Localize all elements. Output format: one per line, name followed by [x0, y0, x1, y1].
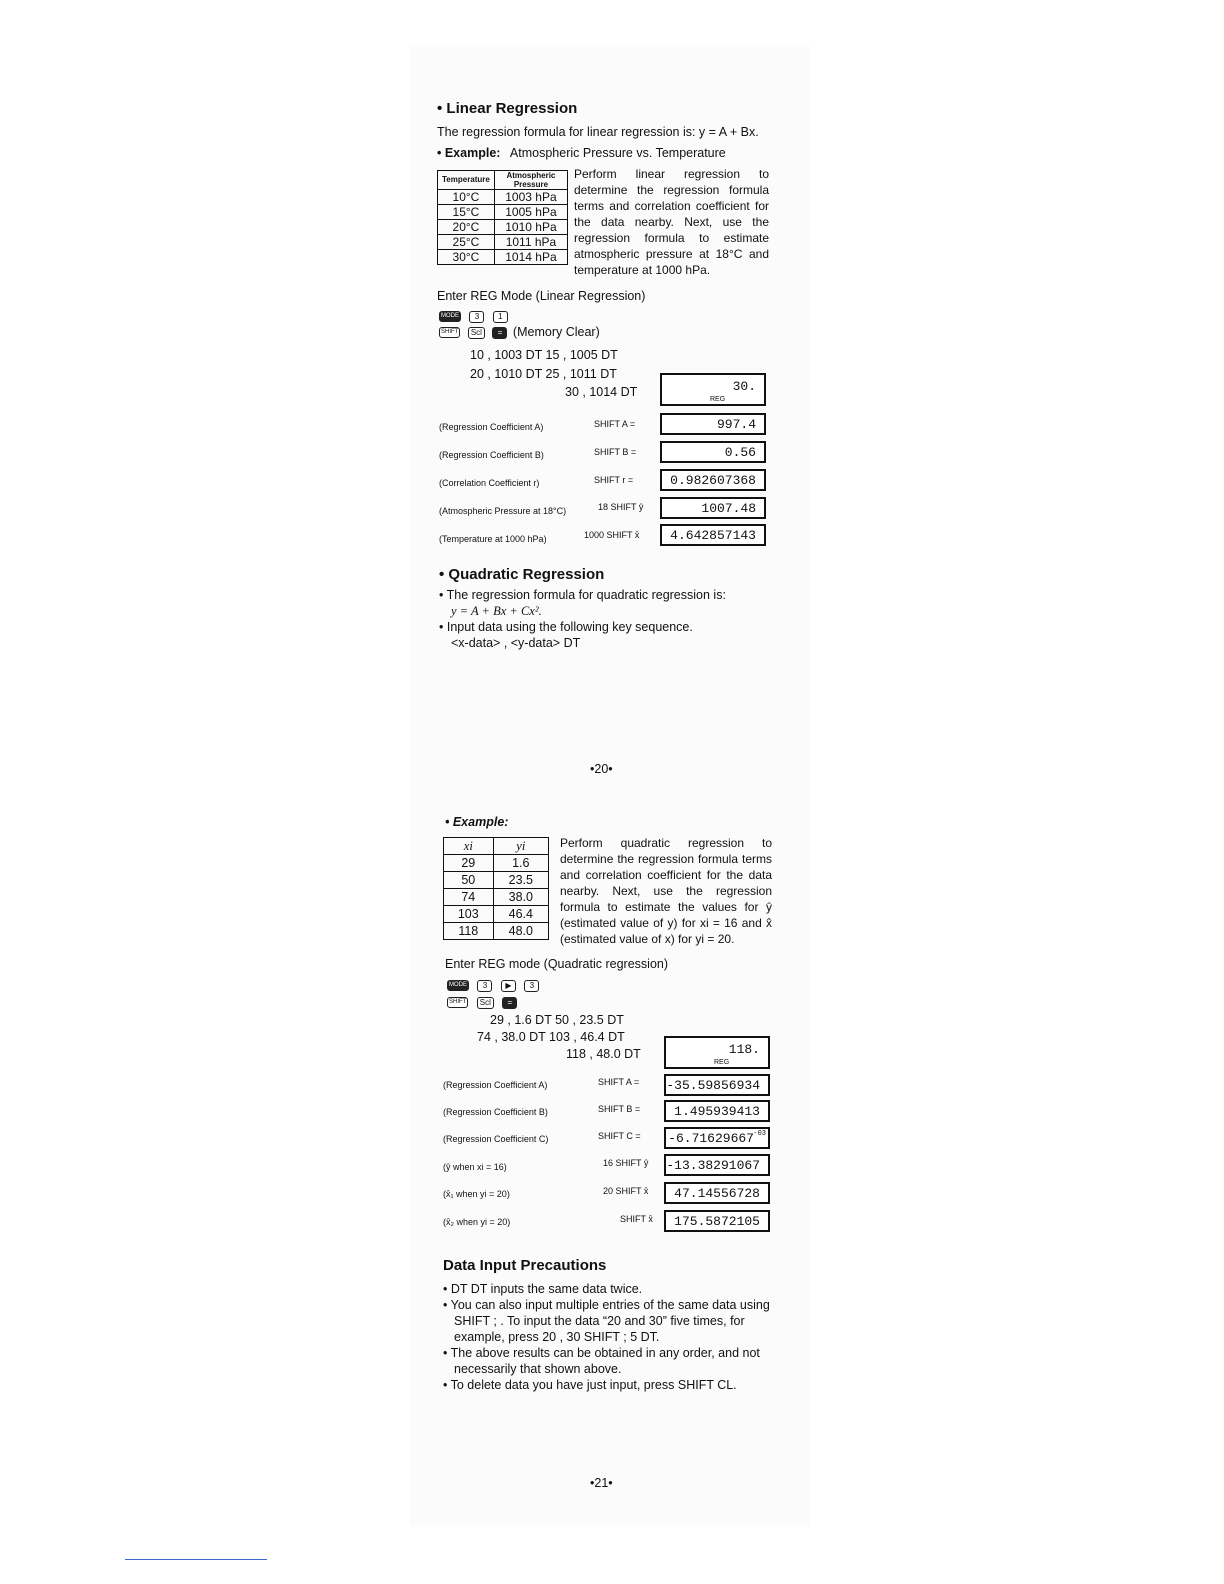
result-display: [664, 1182, 770, 1204]
input-display: [660, 373, 766, 406]
result-keys: SHIFT x̂: [620, 1214, 653, 1224]
display-value: 30.: [732, 379, 756, 394]
result-keys: SHIFT A =: [598, 1077, 640, 1087]
result-value: -6.71629667: [668, 1131, 754, 1146]
table-cell: 74: [444, 889, 494, 906]
result-value: -13.38291067: [666, 1158, 760, 1173]
key-3: 3: [469, 311, 484, 323]
result-keys: 1000 SHIFT x̂: [584, 530, 640, 540]
table-cell: 50: [444, 872, 494, 889]
scl-key: Scl: [468, 327, 485, 339]
result-keys: SHIFT B =: [598, 1104, 641, 1114]
result-label: (Atmospheric Pressure at 18°C): [439, 506, 567, 516]
underline-link-artifact: [125, 1559, 267, 1560]
quadratic-description: Perform quadratic regression to determine the regression formula terms and correlation coefficient for the data nearby. Next, use the regression formula to estimate the values for ŷ (estimated value of y) for xi = 16 and x̂ (estimated value of x) for yi = 20.: [560, 836, 772, 946]
reg-indicator: REG: [710, 396, 726, 403]
table-row: [444, 872, 549, 889]
display-value: 118.: [728, 1042, 760, 1057]
result-display: [664, 1127, 770, 1149]
result-label: (Regression Coefficient A): [439, 422, 544, 432]
example-title: Atmospheric Pressure vs. Temperature: [509, 146, 726, 160]
table-cell: 25°C: [438, 235, 495, 250]
equals-key: =: [502, 997, 517, 1009]
result-label: (Regression Coefficient C): [443, 1134, 549, 1144]
result-label: (Regression Coefficient B): [443, 1107, 548, 1117]
result-value: -35.59856934: [666, 1078, 760, 1093]
right-arrow-key: ▶: [501, 980, 516, 992]
mode-key: MODE: [439, 311, 461, 322]
page-number-20: •20•: [590, 762, 613, 776]
linear-formula-line: The regression formula for linear regression is: y = A + Bx.: [437, 125, 759, 139]
result-display: [660, 441, 766, 463]
example-label-2: • Example:: [445, 815, 509, 829]
result-label: (Temperature at 1000 hPa): [439, 534, 547, 544]
table-header: Atmospheric Pressure: [494, 171, 567, 190]
result-display: [660, 497, 766, 519]
linear-regression-heading: • Linear Regression: [437, 100, 578, 117]
table-cell: 118: [444, 923, 494, 940]
result-display: [664, 1100, 770, 1122]
result-label: (ŷ when xi = 16): [443, 1162, 507, 1172]
clear-key-sequence-2: [445, 994, 519, 1012]
table-cell: 46.4: [493, 906, 548, 923]
list-item: • You can also input multiple entries of the same data using SHIFT ; . To input the data “20 and 30” five times, for example, press 20 , 30 SHIFT ; 5 DT.: [443, 1298, 770, 1344]
result-label: (Regression Coefficient B): [439, 450, 544, 460]
list-item: • The above results can be obtained in any order, and not necessarily that shown above.: [443, 1346, 760, 1376]
result-value: 47.14556728: [674, 1186, 760, 1201]
enter-reg-mode-quadratic: Enter REG mode (Quadratic regression): [445, 957, 669, 971]
result-value: 0.982607368: [670, 473, 756, 488]
result-display: [660, 469, 766, 491]
key-3: 3: [477, 980, 492, 992]
table-cell: 1010 hPa: [494, 220, 567, 235]
result-value: 0.56: [724, 445, 756, 460]
table-row: [438, 250, 568, 265]
equals-key: =: [492, 327, 507, 339]
input-line-2: 20 , 1010 DT 25 , 1011 DT: [470, 367, 617, 381]
table-header-row: [438, 171, 568, 190]
data-input-precautions-heading: Data Input Precautions: [443, 1257, 607, 1274]
table-header-row: [444, 838, 549, 855]
enter-reg-mode-linear: Enter REG Mode (Linear Regression): [437, 289, 646, 303]
table-row: [444, 906, 549, 923]
table-cell: 1005 hPa: [494, 205, 567, 220]
result-keys: 16 SHIFT ŷ: [603, 1158, 649, 1168]
table-cell: 1003 hPa: [494, 190, 567, 205]
table-header: xi: [444, 838, 494, 855]
result-exponent: -03: [753, 1130, 766, 1138]
table-row: [438, 220, 568, 235]
table-row: [438, 235, 568, 250]
example-label: • Example:: [437, 146, 501, 160]
result-keys: SHIFT B =: [594, 447, 637, 457]
quadratic-key-sequence: <x-data> , <y-data> DT: [451, 636, 581, 650]
table-cell: 1.6: [493, 855, 548, 872]
table-cell: 15°C: [438, 205, 495, 220]
shift-key: SHIFT: [439, 327, 460, 338]
quadratic-data-table: [443, 837, 549, 940]
memory-clear-label: (Memory Clear): [512, 325, 600, 339]
table-cell: 1014 hPa: [494, 250, 567, 265]
memory-clear-line: [437, 324, 600, 340]
result-keys: 20 SHIFT x̂: [603, 1186, 649, 1196]
result-display: [660, 524, 766, 546]
result-display: [660, 413, 766, 435]
table-cell: 10°C: [438, 190, 495, 205]
table-row: [438, 190, 568, 205]
input-line-3: 30 , 1014 DT: [565, 385, 638, 399]
reg-indicator: REG: [714, 1059, 730, 1066]
linear-description: Perform linear regression to determine the regression formula terms and correlation coefficient for the data nearby. Next, use the regression formula to estimate atmospheric pressure at 18°C and temperature at 1000 hPa.: [574, 167, 769, 277]
result-display: [664, 1154, 770, 1176]
table-row: [444, 855, 549, 872]
table-cell: 103: [444, 906, 494, 923]
result-value: 4.642857143: [670, 528, 756, 543]
key-1: 1: [493, 311, 508, 323]
table-header: yi: [493, 838, 548, 855]
result-value: 175.5872105: [674, 1214, 760, 1229]
table-cell: 29: [444, 855, 494, 872]
result-value: 1.495939413: [674, 1104, 760, 1119]
list-item: • To delete data you have just input, press SHIFT CL.: [443, 1378, 737, 1392]
table-cell: 1011 hPa: [494, 235, 567, 250]
result-display: [664, 1210, 770, 1232]
result-label: (x̂₂ when yi = 20): [443, 1217, 511, 1227]
input-line-3: 118 , 48.0 DT: [566, 1047, 641, 1061]
result-keys: SHIFT A =: [594, 419, 636, 429]
quadratic-formula: y = A + Bx + Cx².: [451, 604, 542, 618]
quadratic-bullet-1: • The regression formula for quadratic regression is:: [439, 588, 726, 602]
table-cell: 38.0: [493, 889, 548, 906]
page-number-21: •21•: [590, 1476, 613, 1490]
table-row: [438, 205, 568, 220]
result-keys: 18 SHIFT ŷ: [598, 502, 644, 512]
result-value: 1007.48: [701, 501, 756, 516]
table-cell: 23.5: [493, 872, 548, 889]
scl-key: Scl: [477, 997, 494, 1009]
table-cell: 48.0: [493, 923, 548, 940]
mode-key-sequence-2: [445, 977, 541, 995]
mode-key: MODE: [447, 980, 469, 991]
table-row: [444, 923, 549, 940]
result-value: 997.4: [716, 417, 756, 432]
result-label: (Regression Coefficient A): [443, 1080, 548, 1090]
quadratic-regression-heading: • Quadratic Regression: [439, 566, 605, 583]
shift-key: SHIFT: [447, 997, 468, 1008]
result-label: (Correlation Coefficient r): [439, 478, 540, 488]
table-cell: 20°C: [438, 220, 495, 235]
quadratic-bullet-2: • Input data using the following key sequence.: [439, 620, 693, 634]
table-header: Temperature: [438, 171, 495, 190]
input-display: [664, 1036, 770, 1069]
result-keys: SHIFT r =: [594, 475, 634, 485]
example-line: [437, 145, 726, 161]
table-cell: 30°C: [438, 250, 495, 265]
table-row: [444, 889, 549, 906]
input-line-1: 29 , 1.6 DT 50 , 23.5 DT: [490, 1013, 624, 1027]
list-item: • DT DT inputs the same data twice.: [443, 1282, 643, 1296]
result-display: [664, 1074, 770, 1096]
result-keys: SHIFT C =: [598, 1131, 641, 1141]
result-label: (x̂₁ when yi = 20): [443, 1189, 510, 1199]
key-3: 3: [524, 980, 539, 992]
input-line-2: 74 , 38.0 DT 103 , 46.4 DT: [477, 1030, 625, 1044]
precautions-list: [443, 1281, 773, 1393]
linear-data-table: [437, 170, 568, 265]
input-line-1: 10 , 1003 DT 15 , 1005 DT: [470, 348, 618, 362]
